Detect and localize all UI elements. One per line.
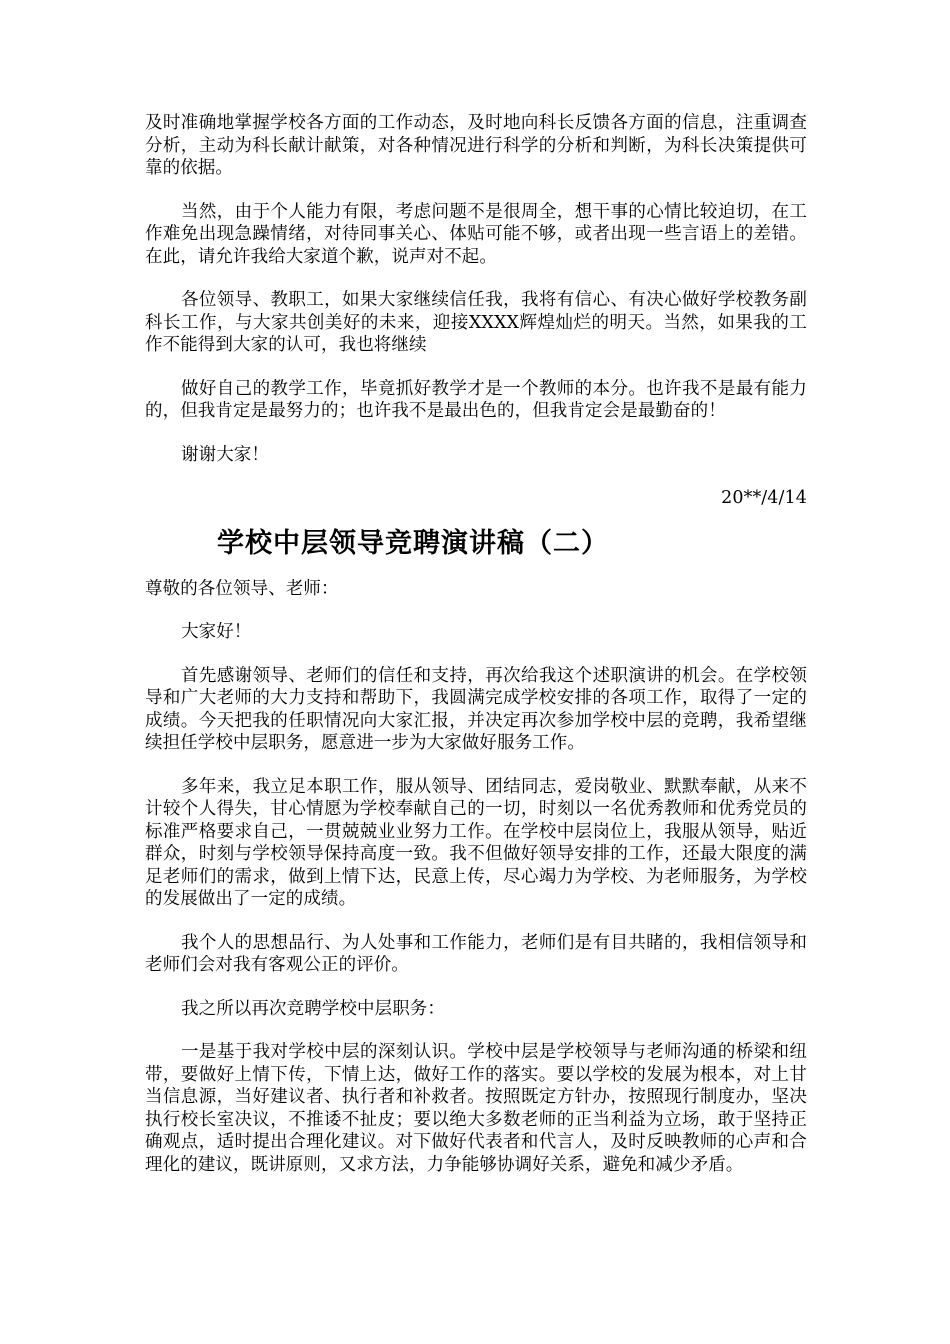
document-page: [145, 112, 807, 1176]
paragraph-reason-one: 一是基于我对学校中层的深刻认识。学校中层是学校领导与老师沟通的桥梁和纽带，要做好上情下传，下情上达，做好工作的落实。要以学校的发展为根本，对上甘当信息源，当好建议者、执行者和补救者。按照既定方针办，按照现行制度办，坚决执行校长室决议，不推诿不扯皮；要以绝大多数老师的正当利益为立场，敢于坚持正确观点，适时提出合理化建议。对下做好代表者和代言人，及时反映教师的心声和合理化的建议，既讲原则，又求方法，力争能够协调好关系，避免和减少矛盾。: [145, 1042, 807, 1175]
section-title: 学校中层领导竞聘演讲稿（二）: [217, 527, 609, 559]
salutation: 尊敬的各位领导、老师：: [145, 578, 339, 599]
paragraph-introduction: 首先感谢领导、老师们的信任和支持，再次给我这个述职演讲的机会。在学校领导和广大老师的大力支持和帮助下，我圆满完成学校安排的各项工作，取得了一定的成绩。今天把我的任职情况向大家汇报，并决定再次参加学校中层的竞聘，我希望继续担任学校中层职务，愿意进一步为大家做好服务工作。: [145, 665, 807, 753]
speech-date: 20**/4/14: [721, 488, 807, 508]
greeting: 大家好！: [181, 622, 252, 642]
paragraph-work-dynamics: 及时准确地掌握学校各方面的工作动态，及时地向科长反馈各方面的信息，注重调查分析，主动为科长献计献策，对各种情况进行科学的分析和判断，为科长决策提供可靠的依据。: [145, 113, 807, 178]
paragraph-teaching: 做好自己的教学工作，毕竟抓好教学才是一个教师的本分。也许我不是最有能力的，但我肯定是最努力的；也许我不是最出色的，但我肯定会是最勤奋的！: [145, 378, 807, 421]
paragraph-experience: 多年来，我立足本职工作，服从领导、团结同志，爱岗敬业、默默奉献，从来不计较个人得失，甘心情愿为学校奉献自己的一切，时刻以一名优秀教师和优秀党员的标准严格要求自己，一贯兢兢业业努力工作。在学校中层岗位上，我服从领导，贴近群众，时刻与学校领导保持高度一致。我不但做好领导安排的工作，还最大限度的满足老师们的需求，做到上情下达，民意上传，尽心竭力为学校、为老师服务，为学校的发展做出了一定的成绩。: [145, 776, 807, 909]
paragraph-character: 我个人的思想品行、为人处事和工作能力，老师们是有目共睹的，我相信领导和老师们会对我有客观公正的评价。: [145, 932, 807, 975]
paragraph-commitment: 各位领导、教职工，如果大家继续信任我，我将有信心、有决心做好学校教务副科长工作，与大家共创美好的未来，迎接XXXX辉煌灿烂的明天。当然，如果我的工作不能得到大家的认可，我也将继续: [145, 290, 807, 355]
closing-thanks: 谢谢大家！: [181, 444, 269, 465]
paragraph-reasons-intro: 我之所以再次竞聘学校中层职务：: [181, 998, 445, 1019]
paragraph-apology: 当然，由于个人能力有限，考虑问题不是很周全，想干事的心情比较迫切，在工作难免出现急躁情绪，对待同事关心、体贴可能不够，或者出现一些言语上的差错。在此，请允许我给大家道个歉，说声对不起。: [145, 201, 807, 267]
